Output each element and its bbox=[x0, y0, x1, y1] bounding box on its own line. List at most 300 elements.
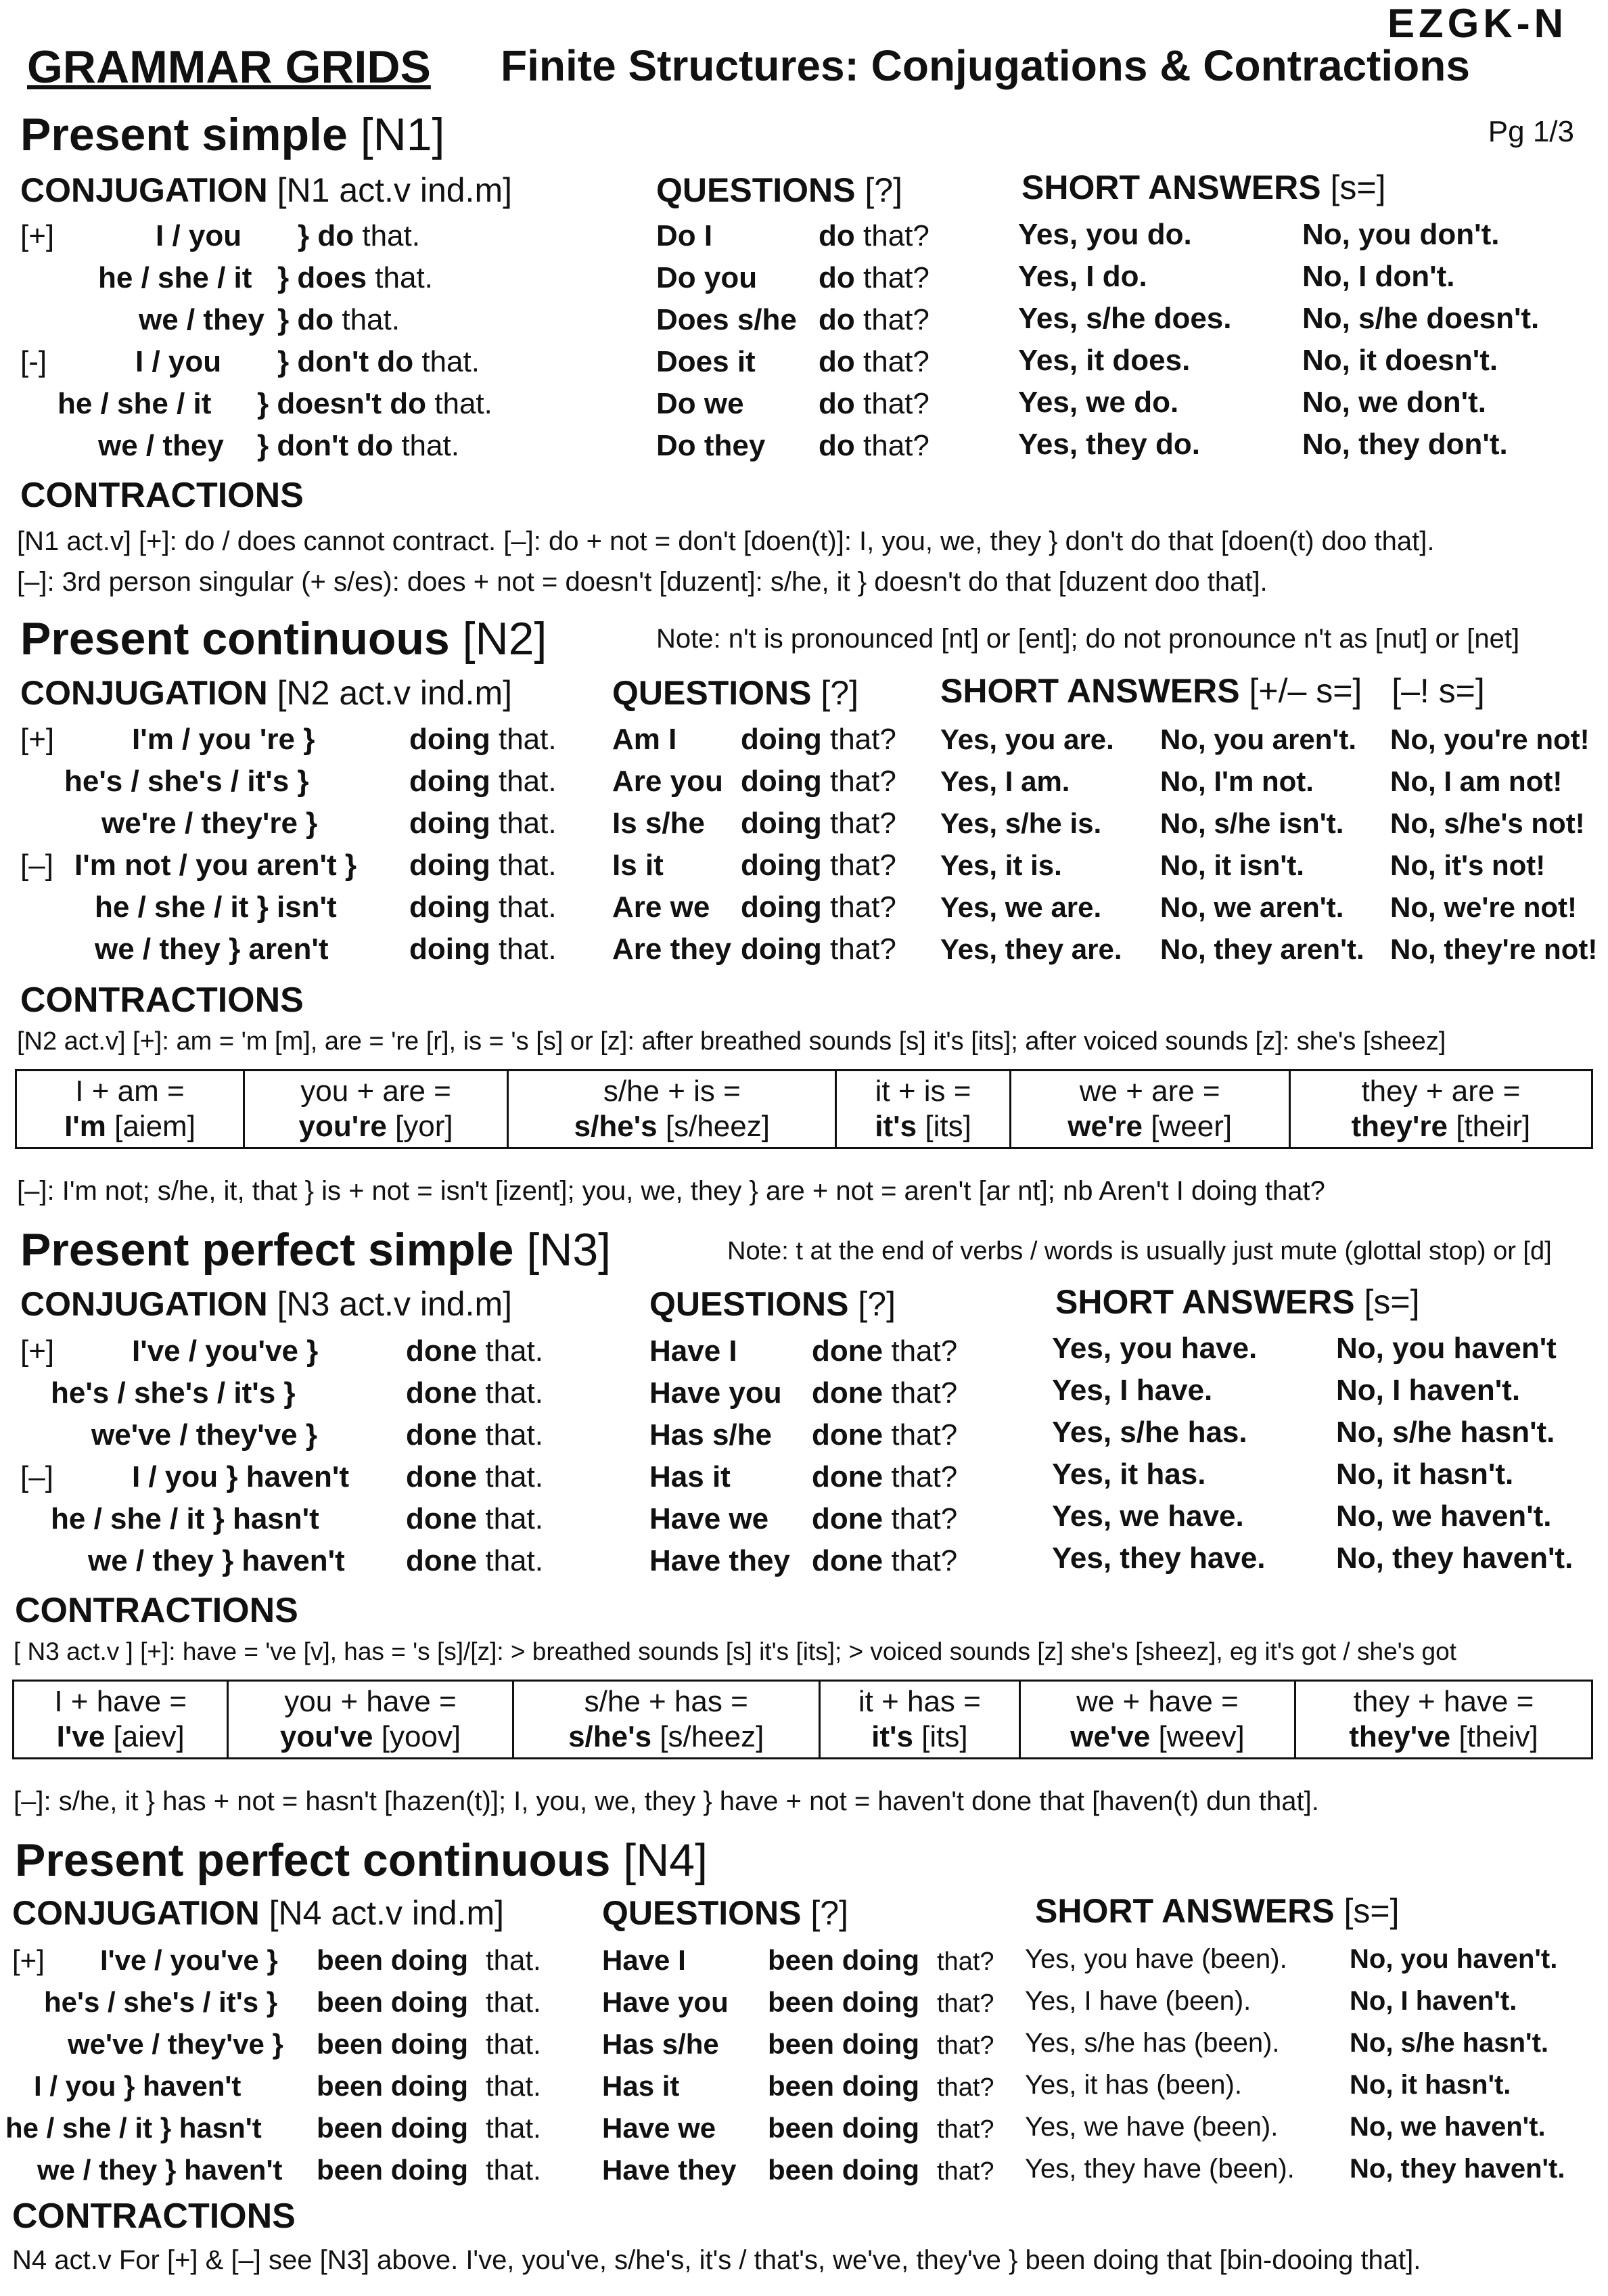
question-object: that? bbox=[891, 1376, 958, 1410]
question-verb: done bbox=[812, 1418, 883, 1451]
subject: we've / they've } bbox=[68, 2028, 283, 2060]
heading-label: CONJUGATION bbox=[12, 1894, 260, 1932]
question-verb: been doing bbox=[768, 2028, 919, 2060]
section-name: Present perfect simple bbox=[20, 1224, 514, 1276]
section-name: Present simple bbox=[20, 109, 348, 160]
table-row bbox=[656, 425, 929, 467]
verb: been doing bbox=[317, 2028, 468, 2060]
contraction-formula: we + are = bbox=[1079, 1075, 1220, 1108]
answer-no: No, you haven't bbox=[1336, 1332, 1557, 1365]
subject: we've / they've } bbox=[91, 1418, 317, 1451]
verb: been doing bbox=[317, 1944, 468, 1976]
contraction-cell bbox=[1019, 1681, 1295, 1759]
contraction-pronunciation: [s/heez] bbox=[660, 1720, 764, 1753]
verb: been doing bbox=[317, 2112, 468, 2144]
table-row bbox=[656, 341, 929, 383]
subject: he / she / it bbox=[98, 261, 252, 294]
answer-yes: Yes, you are. bbox=[940, 723, 1114, 755]
n2-contractions-heading: CONTRACTIONS bbox=[20, 981, 304, 1020]
n1-short-answers-heading bbox=[1021, 168, 1386, 207]
object: that. bbox=[498, 849, 557, 882]
answer-yes: Yes, it is. bbox=[940, 849, 1062, 881]
table-row bbox=[20, 845, 557, 886]
contraction-pronunciation: [yor] bbox=[395, 1110, 453, 1143]
subject: we / they } aren't bbox=[95, 932, 329, 966]
heading-sub: [N1 act.v ind.m] bbox=[277, 171, 512, 209]
contraction-form: it's bbox=[875, 1110, 917, 1143]
subject: I've / you've } bbox=[100, 1944, 278, 1976]
table-row bbox=[1018, 298, 1539, 340]
contraction-pronunciation: [their] bbox=[1456, 1110, 1531, 1143]
verb: } don't do bbox=[277, 345, 414, 378]
question-verb: do bbox=[819, 261, 855, 294]
answer-no: No, they don't. bbox=[1302, 428, 1508, 461]
contraction-pronunciation: [weev] bbox=[1158, 1720, 1245, 1753]
page-title: GRAMMAR GRIDS bbox=[27, 41, 431, 93]
answer-no: No, s/he hasn't. bbox=[1350, 2028, 1549, 2058]
heading-sub: [+/– s=] bbox=[1249, 672, 1362, 710]
verb: been doing bbox=[317, 2154, 468, 2186]
object: that. bbox=[486, 2028, 541, 2060]
table-row bbox=[68, 2023, 541, 2065]
table-row bbox=[20, 341, 480, 383]
table-row bbox=[1052, 1370, 1520, 1412]
question-subject: Have I bbox=[649, 1334, 737, 1368]
answer-no: No, you don't. bbox=[1302, 218, 1500, 251]
answer-yes: Yes, s/he does. bbox=[1018, 302, 1232, 335]
contraction-form: I'm bbox=[64, 1110, 106, 1143]
object: that. bbox=[421, 345, 480, 378]
verb: doing bbox=[409, 849, 490, 882]
question-object: that? bbox=[937, 2031, 994, 2060]
table-row bbox=[34, 2065, 541, 2107]
table-row bbox=[51, 1498, 543, 1540]
question-subject: Is it bbox=[612, 849, 664, 882]
answer-no: No, I haven't. bbox=[1336, 1374, 1521, 1407]
question-object: that? bbox=[829, 807, 896, 840]
subject: I / you bbox=[156, 219, 242, 252]
question-object: that? bbox=[829, 849, 896, 882]
object: that. bbox=[342, 303, 400, 336]
subject: he's / she's / it's } bbox=[44, 1986, 278, 2018]
subject: we / they } haven't bbox=[88, 1544, 345, 1577]
n2-pronunciation-note: Note: n't is pronounced [nt] or [ent]; do not pronounce n't as [nut] or [net] bbox=[656, 624, 1520, 654]
table-row bbox=[14, 1681, 1592, 1759]
n3-conjugation-heading bbox=[20, 1284, 512, 1324]
heading-sub: [?] bbox=[821, 674, 858, 712]
question-subject: Does s/he bbox=[656, 303, 797, 336]
sign: [–] bbox=[20, 1460, 53, 1493]
heading-sub-2: [–! s=] bbox=[1392, 672, 1485, 710]
answer-no: No, I haven't. bbox=[1350, 1986, 1517, 2016]
heading-sub: [?] bbox=[858, 1285, 896, 1323]
heading-sub: [?] bbox=[810, 1894, 848, 1932]
answer-emphatic: No, they're not! bbox=[1390, 933, 1598, 965]
answer-no: No, s/he hasn't. bbox=[1336, 1416, 1555, 1449]
contraction-cell bbox=[244, 1071, 508, 1148]
answer-yes: Yes, it does. bbox=[1018, 344, 1191, 377]
section-title-n2 bbox=[20, 612, 547, 665]
answer-emphatic: No, we're not! bbox=[1390, 891, 1577, 923]
question-object: that? bbox=[829, 891, 896, 924]
question-object: that? bbox=[863, 429, 929, 462]
question-subject: Have you bbox=[602, 1986, 729, 2018]
sign: [–] bbox=[20, 849, 53, 882]
contraction-form: they're bbox=[1351, 1110, 1448, 1143]
table-row bbox=[95, 928, 557, 970]
question-subject: Are you bbox=[612, 765, 723, 798]
question-subject: Have they bbox=[602, 2154, 737, 2186]
answer-yes: Yes, it has. bbox=[1052, 1458, 1206, 1491]
n1-questions-heading bbox=[656, 171, 902, 210]
section-name: Present continuous bbox=[20, 613, 450, 665]
answer-yes: Yes, they do. bbox=[1018, 428, 1200, 461]
table-row bbox=[1018, 424, 1508, 466]
answer-no: No, we haven't. bbox=[1350, 2112, 1546, 2142]
contraction-form: it's bbox=[871, 1720, 913, 1753]
table-row bbox=[20, 719, 557, 761]
heading-label: CONJUGATION bbox=[20, 674, 268, 712]
object: that. bbox=[485, 1376, 543, 1410]
heading-label: CONJUGATION bbox=[20, 1285, 268, 1323]
question-subject: Have you bbox=[649, 1376, 782, 1410]
answer-yes: Yes, we are. bbox=[940, 891, 1102, 923]
verb: been doing bbox=[317, 2070, 468, 2102]
question-object: that? bbox=[829, 723, 896, 756]
contraction-formula: s/he + has = bbox=[584, 1685, 748, 1718]
contraction-form: we've bbox=[1070, 1720, 1151, 1753]
table-row bbox=[98, 425, 459, 467]
contraction-form: we're bbox=[1067, 1110, 1143, 1143]
n1-contractions-heading: CONTRACTIONS bbox=[20, 476, 304, 515]
table-row bbox=[20, 1330, 543, 1372]
table-row bbox=[98, 257, 433, 299]
question-verb: doing bbox=[741, 807, 822, 840]
sign: [+] bbox=[20, 219, 55, 252]
table-row bbox=[940, 761, 1562, 803]
contraction-formula: it + is = bbox=[875, 1075, 971, 1108]
answer-yes: Yes, you do. bbox=[1018, 218, 1192, 251]
question-verb: do bbox=[819, 387, 855, 420]
subject: I'm not / you aren't } bbox=[74, 849, 357, 882]
subject: I / you } haven't bbox=[34, 2070, 242, 2102]
answer-yes: Yes, s/he is. bbox=[940, 807, 1102, 839]
subject: he's / she's / it's } bbox=[64, 765, 309, 798]
n4-questions-heading bbox=[602, 1893, 848, 1933]
table-row bbox=[1018, 340, 1498, 382]
subject: I've / you've } bbox=[132, 1334, 319, 1368]
n3-negative-line: [–]: s/he, it } has + not = hasn't [hazen(t)]; I, you, we, they } have + not = haven't done that [haven(t) dun that]. bbox=[14, 1786, 1319, 1816]
question-verb: do bbox=[819, 303, 855, 336]
contraction-cell bbox=[513, 1681, 819, 1759]
n1-contraction-line-1: [N1 act.v] [+]: do / does cannot contract. [–]: do + not = don't [doen(t)]: I, you, we, they } don't do that [doen(t) doo that]. bbox=[17, 526, 1435, 556]
heading-sub: [N4 act.v ind.m] bbox=[269, 1894, 504, 1932]
contraction-cell bbox=[16, 1071, 244, 1148]
table-row bbox=[58, 383, 492, 425]
n2-negative-line: [–]: I'm not; s/he, it, that } is + not = isn't [izent]; you, we, they } are + not = aren't [ar nt]; nb Aren't I doing that? bbox=[17, 1176, 1325, 1206]
table-row bbox=[940, 886, 1577, 928]
question-verb: done bbox=[812, 1376, 883, 1410]
answer-yes: Yes, we have (been). bbox=[1025, 2112, 1279, 2142]
answer-emphatic: No, s/he's not! bbox=[1390, 807, 1585, 839]
question-subject: Do we bbox=[656, 387, 744, 420]
question-verb: done bbox=[812, 1460, 883, 1493]
question-verb: doing bbox=[741, 849, 822, 882]
page-subtitle: Finite Structures: Conjugations & Contractions bbox=[501, 41, 1470, 90]
subject: we / they bbox=[98, 429, 224, 462]
contraction-pronunciation: [yoov] bbox=[381, 1720, 461, 1753]
verb: been doing bbox=[317, 1986, 468, 2018]
table-row bbox=[940, 928, 1597, 970]
answer-no: No, s/he doesn't. bbox=[1302, 302, 1540, 335]
question-subject: Am I bbox=[612, 723, 677, 756]
object: that. bbox=[486, 2112, 541, 2144]
answer-no: No, they haven't. bbox=[1350, 2154, 1565, 2184]
contraction-form: you're bbox=[298, 1110, 387, 1143]
question-object: that? bbox=[863, 219, 929, 252]
n2-conjugation-heading bbox=[20, 673, 512, 713]
verb: } doesn't do bbox=[257, 387, 427, 420]
question-subject: Has s/he bbox=[649, 1418, 772, 1451]
verb: doing bbox=[409, 765, 490, 798]
table-row bbox=[649, 1456, 957, 1498]
table-row bbox=[139, 299, 400, 341]
verb: doing bbox=[409, 932, 490, 966]
verb: doing bbox=[409, 891, 490, 924]
question-verb: been doing bbox=[768, 1944, 919, 1976]
section-tag: [N3] bbox=[526, 1224, 612, 1276]
subject: we're / they're } bbox=[101, 807, 318, 840]
table-row bbox=[1018, 256, 1455, 298]
contraction-cell bbox=[508, 1071, 836, 1148]
question-subject: Are they bbox=[612, 932, 732, 966]
object: that. bbox=[485, 1334, 543, 1368]
answer-no: No, I'm not. bbox=[1160, 765, 1314, 797]
verb: doing bbox=[409, 723, 490, 756]
table-row bbox=[51, 1372, 543, 1414]
verb: done bbox=[406, 1334, 478, 1368]
n1-contraction-line-2: [–]: 3rd person singular (+ s/es): does + not = doesn't [duzent]: s/he, it } doesn't do that [duzent doo that]. bbox=[17, 567, 1268, 597]
verb: done bbox=[406, 1460, 478, 1493]
object: that. bbox=[498, 807, 557, 840]
contraction-cell bbox=[1010, 1071, 1289, 1148]
n4-contractions-heading: CONTRACTIONS bbox=[12, 2197, 296, 2236]
question-object: that? bbox=[891, 1502, 958, 1535]
n3-pronunciation-note: Note: t at the end of verbs / words is usually just mute (glottal stop) or [d] bbox=[727, 1237, 1552, 1265]
subject: I'm / you 're } bbox=[132, 723, 315, 756]
section-title-n4 bbox=[15, 1834, 708, 1887]
answer-no: No, it isn't. bbox=[1160, 849, 1304, 881]
n3-contraction-table bbox=[12, 1680, 1593, 1759]
contraction-cell bbox=[1289, 1071, 1592, 1148]
subject: we / they bbox=[139, 303, 265, 336]
answer-no: No, it doesn't. bbox=[1302, 344, 1498, 377]
table-row bbox=[1018, 382, 1486, 424]
question-verb: do bbox=[819, 429, 855, 462]
question-object: that? bbox=[891, 1544, 958, 1577]
table-row bbox=[20, 215, 420, 257]
answer-no: No, we haven't. bbox=[1336, 1500, 1552, 1533]
section-name: Present perfect continuous bbox=[15, 1834, 611, 1886]
table-row bbox=[656, 257, 929, 299]
n1-conjugation-heading bbox=[20, 171, 512, 210]
question-verb: been doing bbox=[768, 1986, 919, 2018]
object: that. bbox=[485, 1460, 543, 1493]
heading-label: QUESTIONS bbox=[656, 171, 856, 209]
table-row bbox=[602, 2107, 994, 2149]
contraction-pronunciation: [theiv] bbox=[1458, 1720, 1538, 1753]
object: that. bbox=[498, 932, 557, 966]
worksheet-code: EZGK-N bbox=[1387, 1, 1567, 46]
table-row bbox=[612, 761, 896, 803]
subject: he / she / it bbox=[58, 387, 212, 420]
question-subject: Has it bbox=[602, 2070, 680, 2102]
contraction-form: you've bbox=[279, 1720, 373, 1753]
question-object: that? bbox=[829, 932, 896, 966]
question-object: that? bbox=[863, 387, 929, 420]
contraction-cell bbox=[836, 1071, 1010, 1148]
section-tag: [N4] bbox=[623, 1834, 708, 1886]
heading-label: CONJUGATION bbox=[20, 171, 268, 209]
question-verb: done bbox=[812, 1334, 883, 1368]
n2-contraction-line: [N2 act.v] [+]: am = 'm [m], are = 're [r], is = 's [s] or [z]: after breathed sounds [s] it's [its]; after voiced sounds [z]: she's [sheez] bbox=[17, 1027, 1446, 1056]
question-subject: Do they bbox=[656, 429, 766, 462]
table-row bbox=[1052, 1495, 1552, 1537]
section-tag: [N2] bbox=[462, 613, 547, 665]
question-subject: Has it bbox=[649, 1460, 731, 1493]
answer-yes: Yes, you have (been). bbox=[1025, 1944, 1287, 1974]
question-subject: Have we bbox=[649, 1502, 769, 1535]
n2-short-answers-heading bbox=[940, 671, 1485, 711]
object: that. bbox=[498, 891, 557, 924]
question-verb: do bbox=[819, 219, 855, 252]
question-verb: do bbox=[819, 345, 855, 378]
table-row bbox=[656, 383, 929, 425]
question-object: that? bbox=[829, 765, 896, 798]
verb: } do bbox=[277, 303, 334, 336]
verb: } don't do bbox=[257, 429, 394, 462]
answer-yes: Yes, it has (been). bbox=[1025, 2070, 1242, 2100]
object: that. bbox=[434, 387, 492, 420]
question-object: that? bbox=[937, 2115, 994, 2144]
section-title-n3 bbox=[20, 1223, 611, 1276]
answer-no: No, it hasn't. bbox=[1336, 1458, 1514, 1491]
table-row bbox=[95, 886, 557, 928]
question-object: that? bbox=[863, 345, 929, 378]
object: that. bbox=[485, 1502, 543, 1535]
subject: I / you bbox=[135, 345, 222, 378]
contraction-pronunciation: [weer] bbox=[1151, 1110, 1233, 1143]
heading-label: SHORT ANSWERS bbox=[1035, 1892, 1335, 1930]
question-verb: been doing bbox=[768, 2070, 919, 2102]
table-row bbox=[940, 845, 1545, 886]
verb: } do bbox=[298, 219, 354, 252]
contraction-cell bbox=[228, 1681, 513, 1759]
contraction-pronunciation: [aiev] bbox=[113, 1720, 185, 1753]
n3-short-answers-heading bbox=[1055, 1282, 1420, 1322]
question-object: that? bbox=[891, 1418, 958, 1451]
answer-yes: Yes, you have. bbox=[1052, 1332, 1258, 1365]
verb: done bbox=[406, 1502, 478, 1535]
section-title-n1 bbox=[20, 108, 444, 161]
table-row bbox=[1025, 1938, 1557, 1980]
contraction-pronunciation: [s/heez] bbox=[665, 1110, 770, 1143]
subject: I / you } haven't bbox=[132, 1460, 349, 1493]
question-verb: doing bbox=[741, 932, 822, 966]
question-verb: been doing bbox=[768, 2154, 919, 2186]
table-row bbox=[1052, 1537, 1573, 1579]
contraction-formula: you + are = bbox=[300, 1075, 451, 1108]
object: that. bbox=[375, 261, 433, 294]
question-verb: done bbox=[812, 1502, 883, 1535]
object: that. bbox=[486, 2154, 541, 2186]
question-subject: Are we bbox=[612, 891, 710, 924]
heading-label: QUESTIONS bbox=[649, 1285, 849, 1323]
subject: he / she / it } hasn't bbox=[51, 1502, 319, 1535]
table-row bbox=[37, 2149, 541, 2191]
answer-no: No, I don't. bbox=[1302, 260, 1455, 293]
n3-contractions-heading: CONTRACTIONS bbox=[15, 1591, 298, 1630]
contraction-formula: I + have = bbox=[54, 1685, 187, 1718]
table-row bbox=[101, 803, 557, 845]
answer-yes: Yes, they have (been). bbox=[1025, 2154, 1295, 2184]
answer-no: No, they aren't. bbox=[1160, 933, 1364, 965]
answer-yes: Yes, I do. bbox=[1018, 260, 1147, 293]
heading-sub: [s=] bbox=[1364, 1283, 1420, 1321]
table-row bbox=[656, 299, 929, 341]
table-row bbox=[91, 1414, 543, 1456]
table-row bbox=[612, 928, 896, 970]
n3-contraction-line: [ N3 act.v ] [+]: have = 've [v], has = 's [s]/[z]: > breathed sounds [s] it's [its]; > voiced sounds [z] she's [sheez], eg it's got / she's got bbox=[14, 1638, 1456, 1665]
question-object: that? bbox=[863, 261, 929, 294]
answer-no: No, we aren't. bbox=[1160, 891, 1344, 923]
answer-no: No, we don't. bbox=[1302, 386, 1486, 419]
answer-emphatic: No, I am not! bbox=[1390, 765, 1563, 797]
object: that. bbox=[401, 429, 459, 462]
question-object: that? bbox=[937, 1948, 994, 1976]
table-row bbox=[612, 845, 896, 886]
object: that. bbox=[486, 2070, 541, 2102]
answer-yes: Yes, they are. bbox=[940, 933, 1122, 965]
verb: } does bbox=[277, 261, 367, 294]
heading-label: SHORT ANSWERS bbox=[940, 672, 1240, 710]
answer-yes: Yes, I am. bbox=[940, 765, 1070, 797]
table-row bbox=[1025, 2064, 1511, 2106]
n2-questions-heading bbox=[612, 673, 858, 713]
table-row bbox=[612, 719, 896, 761]
object: that. bbox=[485, 1544, 543, 1577]
answer-emphatic: No, it's not! bbox=[1390, 849, 1546, 881]
contraction-formula: s/he + is = bbox=[603, 1075, 741, 1108]
table-row bbox=[5, 2107, 541, 2149]
answer-no: No, you aren't. bbox=[1160, 723, 1357, 755]
table-row bbox=[602, 1981, 994, 2023]
question-subject: Have they bbox=[649, 1544, 790, 1577]
subject: he / she / it } hasn't bbox=[5, 2112, 262, 2144]
table-row bbox=[649, 1414, 957, 1456]
question-object: that? bbox=[863, 303, 929, 336]
table-row bbox=[16, 1071, 1592, 1148]
contraction-formula: they + are = bbox=[1361, 1075, 1521, 1108]
answer-yes: Yes, I have. bbox=[1052, 1374, 1213, 1407]
question-subject: Do I bbox=[656, 219, 713, 252]
question-object: that? bbox=[891, 1334, 958, 1368]
verb: doing bbox=[409, 807, 490, 840]
table-row bbox=[602, 2065, 994, 2107]
answer-no: No, you haven't. bbox=[1350, 1944, 1558, 1974]
verb: done bbox=[406, 1544, 478, 1577]
question-verb: doing bbox=[741, 891, 822, 924]
